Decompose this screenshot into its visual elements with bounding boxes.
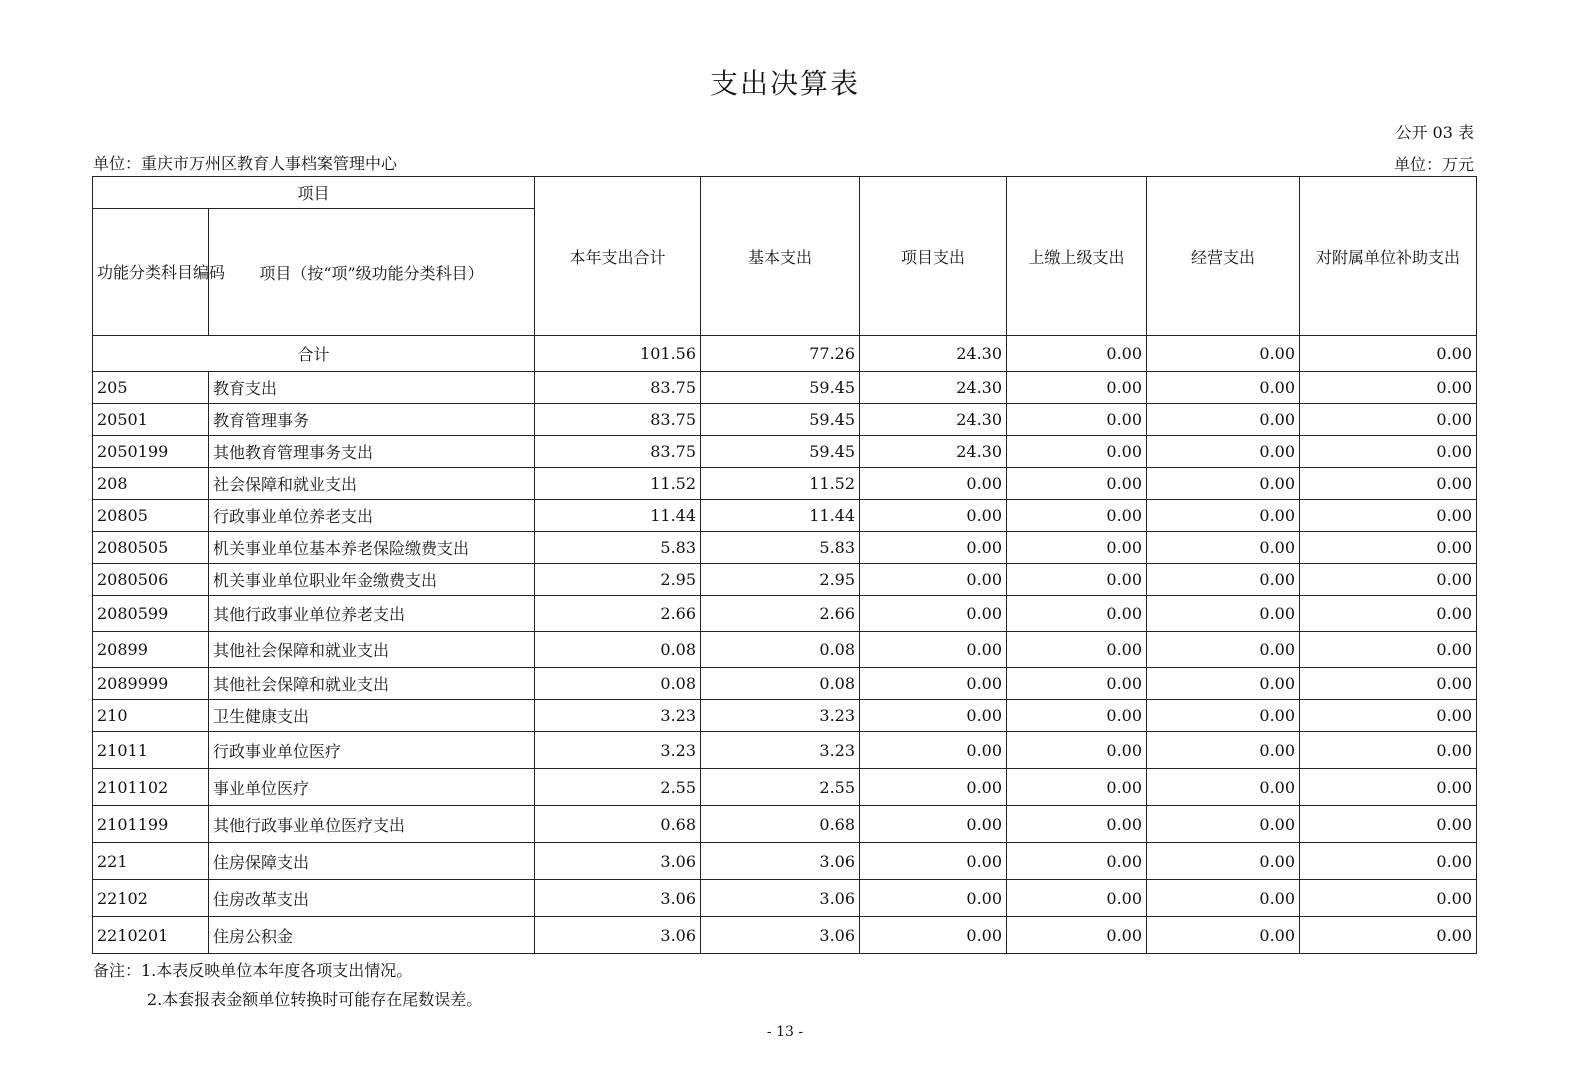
cell-project: 24.30	[860, 436, 1007, 468]
cell-basic: 3.06	[701, 880, 860, 917]
cell-upper: 0.00	[1007, 732, 1147, 769]
cell-business: 0.00	[1147, 668, 1300, 700]
table-row	[93, 500, 1477, 532]
cell-upper: 0.00	[1007, 632, 1147, 668]
table-row	[93, 372, 1477, 404]
note-line-1: 备注：1.本表反映单位本年度各项支出情况。	[93, 961, 413, 980]
cell-basic: 0.08	[701, 668, 860, 700]
table-row	[93, 769, 1477, 806]
cell-business: 0.00	[1147, 372, 1300, 404]
table-row	[93, 880, 1477, 917]
cell-upper: 0.00	[1007, 806, 1147, 843]
cell-name: 住房保障支出	[209, 843, 535, 880]
sum-basic: 77.26	[701, 336, 860, 372]
cell-basic: 3.23	[701, 700, 860, 732]
cell-upper: 0.00	[1007, 596, 1147, 632]
cell-subsidy: 0.00	[1300, 769, 1477, 806]
cell-subsidy: 0.00	[1300, 700, 1477, 732]
cell-name: 教育支出	[209, 372, 535, 404]
cell-code: 2101199	[93, 806, 209, 843]
cell-subsidy: 0.00	[1300, 564, 1477, 596]
project-expense-header: 项目支出	[860, 177, 1007, 336]
sum-upper: 0.00	[1007, 336, 1147, 372]
cell-subsidy: 0.00	[1300, 500, 1477, 532]
currency-unit: 单位：万元	[1393, 155, 1474, 174]
cell-total: 3.06	[535, 843, 701, 880]
cell-project: 0.00	[860, 732, 1007, 769]
cell-name: 其他行政事业单位医疗支出	[209, 806, 535, 843]
upper-level-header: 上缴上级支出	[1007, 177, 1147, 336]
cell-code: 2210201	[93, 917, 209, 954]
cell-business: 0.00	[1147, 564, 1300, 596]
cell-total: 83.75	[535, 372, 701, 404]
cell-total: 0.68	[535, 806, 701, 843]
cell-name: 机关事业单位基本养老保险缴费支出	[209, 532, 535, 564]
sum-subsidy: 0.00	[1300, 336, 1477, 372]
cell-project: 0.00	[860, 564, 1007, 596]
cell-upper: 0.00	[1007, 769, 1147, 806]
table-row	[93, 404, 1477, 436]
table-row	[93, 732, 1477, 769]
cell-project: 0.00	[860, 880, 1007, 917]
cell-basic: 0.08	[701, 632, 860, 668]
cell-upper: 0.00	[1007, 404, 1147, 436]
cell-basic: 2.66	[701, 596, 860, 632]
cell-code: 2080505	[93, 532, 209, 564]
cell-total: 0.08	[535, 632, 701, 668]
cell-business: 0.00	[1147, 700, 1300, 732]
cell-project: 0.00	[860, 769, 1007, 806]
cell-subsidy: 0.00	[1300, 806, 1477, 843]
cell-project: 0.00	[860, 668, 1007, 700]
subsidy-header: 对附属单位补助支出	[1300, 177, 1477, 336]
cell-name: 住房改革支出	[209, 880, 535, 917]
cell-basic: 3.06	[701, 843, 860, 880]
cell-subsidy: 0.00	[1300, 843, 1477, 880]
cell-business: 0.00	[1147, 732, 1300, 769]
cell-total: 83.75	[535, 404, 701, 436]
cell-name: 事业单位医疗	[209, 769, 535, 806]
cell-name: 机关事业单位职业年金缴费支出	[209, 564, 535, 596]
cell-code: 20501	[93, 404, 209, 436]
cell-project: 0.00	[860, 532, 1007, 564]
cell-total: 3.06	[535, 917, 701, 954]
unit-label: 单位：重庆市万州区教育人事档案管理中心	[93, 154, 398, 173]
page-number: - 13 -	[766, 1024, 804, 1040]
cell-basic: 0.68	[701, 806, 860, 843]
cell-basic: 11.44	[701, 500, 860, 532]
cell-upper: 0.00	[1007, 372, 1147, 404]
table-row	[93, 700, 1477, 732]
cell-code: 2089999	[93, 668, 209, 700]
cell-basic: 2.55	[701, 769, 860, 806]
cell-name: 行政事业单位医疗	[209, 732, 535, 769]
cell-code: 221	[93, 843, 209, 880]
cell-business: 0.00	[1147, 596, 1300, 632]
cell-code: 20899	[93, 632, 209, 668]
cell-code: 205	[93, 372, 209, 404]
table-row	[93, 668, 1477, 700]
cell-subsidy: 0.00	[1300, 372, 1477, 404]
expenditure-table	[92, 176, 1477, 954]
cell-total: 0.08	[535, 668, 701, 700]
business-header: 经营支出	[1147, 177, 1300, 336]
cell-business: 0.00	[1147, 880, 1300, 917]
cell-business: 0.00	[1147, 532, 1300, 564]
cell-project: 0.00	[860, 843, 1007, 880]
table-row	[93, 843, 1477, 880]
table-row	[93, 596, 1477, 632]
cell-business: 0.00	[1147, 632, 1300, 668]
cell-name: 其他社会保障和就业支出	[209, 668, 535, 700]
cell-code: 208	[93, 468, 209, 500]
cell-basic: 59.45	[701, 372, 860, 404]
cell-subsidy: 0.00	[1300, 632, 1477, 668]
cell-business: 0.00	[1147, 769, 1300, 806]
code-column-header: 功能分类科目编码	[93, 209, 209, 336]
cell-total: 2.55	[535, 769, 701, 806]
cell-name: 其他行政事业单位养老支出	[209, 596, 535, 632]
cell-project: 0.00	[860, 500, 1007, 532]
table-row	[93, 436, 1477, 468]
page-title: 支出决算表	[709, 67, 860, 100]
cell-upper: 0.00	[1007, 564, 1147, 596]
cell-total: 3.06	[535, 880, 701, 917]
cell-upper: 0.00	[1007, 668, 1147, 700]
cell-name: 卫生健康支出	[209, 700, 535, 732]
cell-subsidy: 0.00	[1300, 732, 1477, 769]
cell-total: 83.75	[535, 436, 701, 468]
table-row	[93, 468, 1477, 500]
cell-project: 0.00	[860, 700, 1007, 732]
total-header: 本年支出合计	[535, 177, 701, 336]
cell-subsidy: 0.00	[1300, 436, 1477, 468]
cell-project: 0.00	[860, 596, 1007, 632]
cell-basic: 3.23	[701, 732, 860, 769]
cell-upper: 0.00	[1007, 436, 1147, 468]
table-row	[93, 806, 1477, 843]
cell-code: 2050199	[93, 436, 209, 468]
cell-total: 11.44	[535, 500, 701, 532]
cell-name: 其他教育管理事务支出	[209, 436, 535, 468]
name-column-header: 项目（按“项”级功能分类科目）	[209, 209, 535, 336]
cell-code: 2080599	[93, 596, 209, 632]
cell-name: 住房公积金	[209, 917, 535, 954]
cell-subsidy: 0.00	[1300, 668, 1477, 700]
sum-row	[93, 336, 1477, 372]
cell-code: 2080506	[93, 564, 209, 596]
sum-business: 0.00	[1147, 336, 1300, 372]
cell-subsidy: 0.00	[1300, 468, 1477, 500]
cell-basic: 11.52	[701, 468, 860, 500]
cell-business: 0.00	[1147, 404, 1300, 436]
cell-project: 0.00	[860, 806, 1007, 843]
cell-upper: 0.00	[1007, 700, 1147, 732]
cell-total: 5.83	[535, 532, 701, 564]
sum-label: 合计	[93, 336, 535, 372]
cell-total: 11.52	[535, 468, 701, 500]
table-row	[93, 917, 1477, 954]
cell-code: 21011	[93, 732, 209, 769]
cell-total: 2.95	[535, 564, 701, 596]
cell-project: 0.00	[860, 468, 1007, 500]
notes	[93, 956, 482, 1014]
cell-business: 0.00	[1147, 468, 1300, 500]
cell-subsidy: 0.00	[1300, 404, 1477, 436]
project-header: 项目	[93, 177, 535, 209]
cell-basic: 2.95	[701, 564, 860, 596]
table-row	[93, 564, 1477, 596]
cell-subsidy: 0.00	[1300, 917, 1477, 954]
cell-code: 210	[93, 700, 209, 732]
cell-upper: 0.00	[1007, 917, 1147, 954]
cell-upper: 0.00	[1007, 532, 1147, 564]
cell-business: 0.00	[1147, 806, 1300, 843]
cell-project: 24.30	[860, 372, 1007, 404]
sum-project: 24.30	[860, 336, 1007, 372]
cell-total: 3.23	[535, 700, 701, 732]
cell-business: 0.00	[1147, 843, 1300, 880]
cell-basic: 59.45	[701, 404, 860, 436]
cell-subsidy: 0.00	[1300, 596, 1477, 632]
cell-upper: 0.00	[1007, 880, 1147, 917]
cell-total: 2.66	[535, 596, 701, 632]
cell-basic: 59.45	[701, 436, 860, 468]
cell-basic: 5.83	[701, 532, 860, 564]
cell-total: 3.23	[535, 732, 701, 769]
cell-business: 0.00	[1147, 917, 1300, 954]
cell-project: 24.30	[860, 404, 1007, 436]
cell-upper: 0.00	[1007, 843, 1147, 880]
cell-code: 20805	[93, 500, 209, 532]
cell-code: 22102	[93, 880, 209, 917]
cell-project: 0.00	[860, 917, 1007, 954]
cell-business: 0.00	[1147, 436, 1300, 468]
note-line-2: 2.本套报表金额单位转换时可能存在尾数误差。	[147, 990, 483, 1009]
table-row	[93, 632, 1477, 668]
cell-project: 0.00	[860, 632, 1007, 668]
cell-upper: 0.00	[1007, 468, 1147, 500]
cell-subsidy: 0.00	[1300, 880, 1477, 917]
cell-name: 其他社会保障和就业支出	[209, 632, 535, 668]
form-number: 公开 03 表	[1395, 123, 1474, 142]
sum-total: 101.56	[535, 336, 701, 372]
cell-name: 社会保障和就业支出	[209, 468, 535, 500]
cell-upper: 0.00	[1007, 500, 1147, 532]
cell-name: 教育管理事务	[209, 404, 535, 436]
cell-name: 行政事业单位养老支出	[209, 500, 535, 532]
basic-header: 基本支出	[701, 177, 860, 336]
table-row	[93, 532, 1477, 564]
cell-subsidy: 0.00	[1300, 532, 1477, 564]
cell-basic: 3.06	[701, 917, 860, 954]
cell-code: 2101102	[93, 769, 209, 806]
cell-business: 0.00	[1147, 500, 1300, 532]
